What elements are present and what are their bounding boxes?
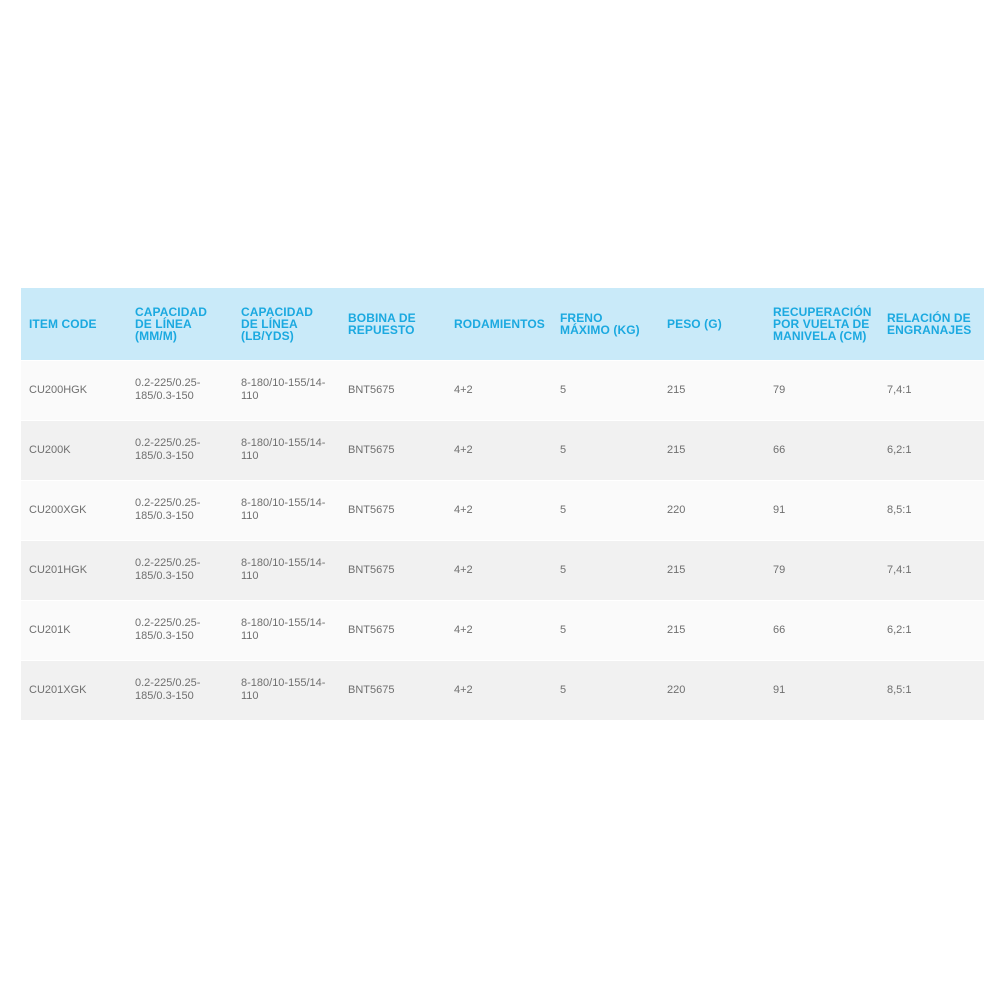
cell-max-drag: 5 [552,540,659,600]
cell-capacity-mm: 0.2-225/0.25-185/0.3-150 [127,420,233,480]
header-bearings: RODAMIENTOS [454,316,545,331]
header-weight: PESO (G) [667,316,722,331]
cell-bearings: 4+2 [446,420,552,480]
table-body [21,360,984,720]
cell-item-code: CU200K [21,420,127,480]
cell-item-code: CU201HGK [21,540,127,600]
cell-bearings: 4+2 [446,660,552,720]
cell-weight: 220 [659,480,765,540]
cell-capacity-mm: 0.2-225/0.25-185/0.3-150 [127,600,233,660]
cell-gear-ratio: 8,5:1 [879,480,984,540]
cell-capacity-mm: 0.2-225/0.25-185/0.3-150 [127,480,233,540]
cell-spare-spool: BNT5675 [340,540,446,600]
cell-gear-ratio: 7,4:1 [879,360,984,420]
cell-weight: 215 [659,600,765,660]
table-row [21,360,984,420]
cell-weight: 215 [659,360,765,420]
cell-gear-ratio: 8,5:1 [879,660,984,720]
cell-max-drag: 5 [552,360,659,420]
cell-item-code: CU201K [21,600,127,660]
cell-capacity-lb: 8-180/10-155/14-110 [233,660,340,720]
cell-capacity-mm: 0.2-225/0.25-185/0.3-150 [127,660,233,720]
cell-spare-spool: BNT5675 [340,660,446,720]
cell-retrieve: 91 [765,480,879,540]
cell-max-drag: 5 [552,420,659,480]
cell-item-code: CU200XGK [21,480,127,540]
header-capacity-lb: CAPACIDAD DE LÍNEA (LB/YDS) [241,304,314,343]
cell-spare-spool: BNT5675 [340,420,446,480]
cell-retrieve: 66 [765,600,879,660]
cell-retrieve: 66 [765,420,879,480]
table-row [21,600,984,660]
cell-max-drag: 5 [552,480,659,540]
cell-bearings: 4+2 [446,540,552,600]
spec-table-container [21,288,984,720]
cell-capacity-mm: 0.2-225/0.25-185/0.3-150 [127,540,233,600]
cell-bearings: 4+2 [446,600,552,660]
table-row [21,480,984,540]
spec-table [21,288,984,720]
cell-spare-spool: BNT5675 [340,480,446,540]
cell-spare-spool: BNT5675 [340,360,446,420]
cell-max-drag: 5 [552,660,659,720]
cell-capacity-lb: 8-180/10-155/14-110 [233,420,340,480]
table-header [21,288,984,360]
cell-spare-spool: BNT5675 [340,600,446,660]
cell-weight: 215 [659,540,765,600]
header-max-drag: FRENO MÁXIMO (KG) [560,310,640,337]
cell-item-code: CU201XGK [21,660,127,720]
cell-gear-ratio: 7,4:1 [879,540,984,600]
header-capacity-mm: CAPACIDAD DE LÍNEA (MM/M) [135,304,208,343]
header-row [21,288,984,360]
cell-weight: 220 [659,660,765,720]
cell-bearings: 4+2 [446,480,552,540]
table-row [21,660,984,720]
cell-gear-ratio: 6,2:1 [879,420,984,480]
cell-gear-ratio: 6,2:1 [879,600,984,660]
cell-capacity-lb: 8-180/10-155/14-110 [233,600,340,660]
cell-capacity-lb: 8-180/10-155/14-110 [233,360,340,420]
cell-retrieve: 79 [765,540,879,600]
header-gear-ratio: RELACIÓN DE ENGRANAJES [887,310,972,337]
cell-item-code: CU200HGK [21,360,127,420]
cell-capacity-mm: 0.2-225/0.25-185/0.3-150 [127,360,233,420]
header-item-code: ITEM CODE [29,316,97,331]
header-retrieve: RECUPERACIÓN POR VUELTA DE MANIVELA (CM) [773,304,872,343]
cell-weight: 215 [659,420,765,480]
table-row [21,420,984,480]
table-row [21,540,984,600]
header-spare-spool: BOBINA DE REPUESTO [348,310,416,337]
cell-retrieve: 79 [765,360,879,420]
cell-bearings: 4+2 [446,360,552,420]
cell-capacity-lb: 8-180/10-155/14-110 [233,480,340,540]
cell-retrieve: 91 [765,660,879,720]
cell-max-drag: 5 [552,600,659,660]
cell-capacity-lb: 8-180/10-155/14-110 [233,540,340,600]
